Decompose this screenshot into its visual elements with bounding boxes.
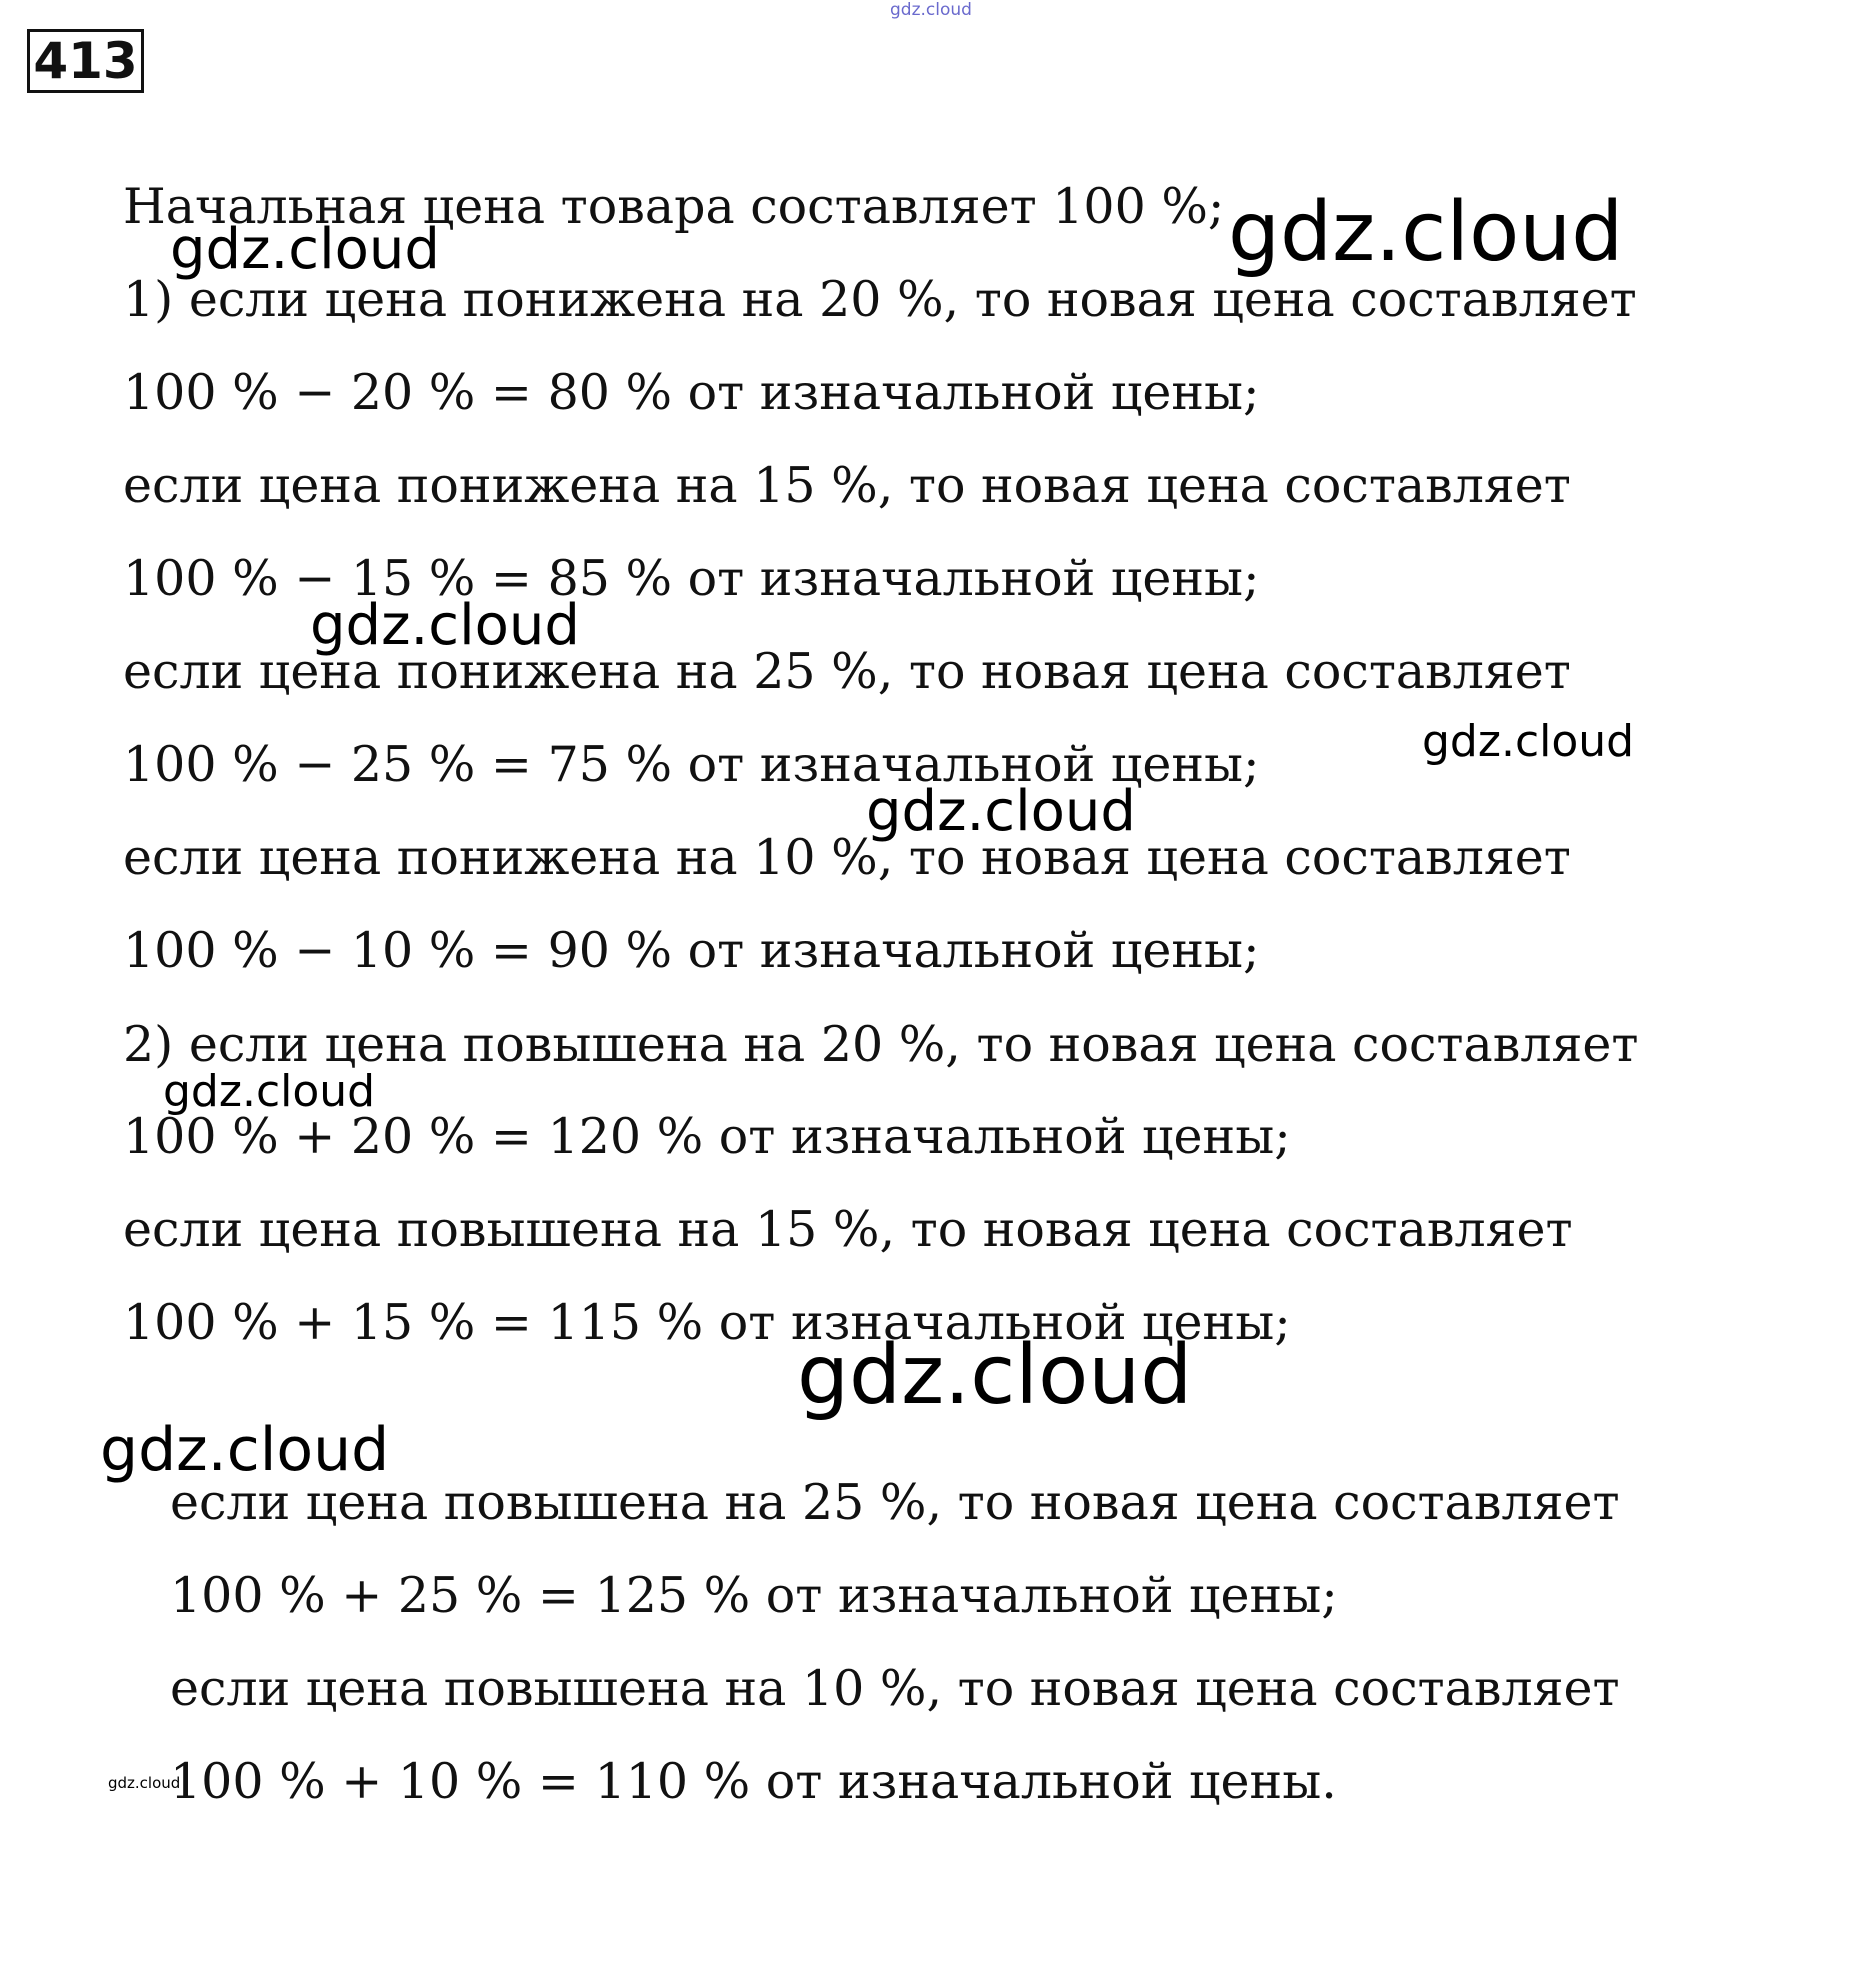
solution-line: 100 % − 20 % = 80 % от изначальной цены; [123, 364, 1260, 421]
solution-line: если цена понижена на 10 %, то новая цена составляет [123, 829, 1571, 886]
solution-line: 100 % − 10 % = 90 % от изначальной цены; [123, 922, 1260, 979]
solution-line: 100 % + 15 % = 115 % от изначальной цены; [123, 1294, 1291, 1351]
problem-number: 413 [27, 29, 144, 93]
solution-line: если цена понижена на 25 %, то новая цена составляет [123, 643, 1571, 700]
solution-line: 2) если цена повышена на 20 %, то новая цена составляет [123, 1016, 1639, 1073]
solution-line: 100 % − 15 % = 85 % от изначальной цены; [123, 550, 1260, 607]
solution-line: 1) если цена понижена на 20 %, то новая цена составляет [123, 271, 1637, 328]
watermark: gdz.cloud [310, 593, 580, 658]
solution-line: если цена повышена на 10 %, то новая цена составляет [170, 1660, 1620, 1717]
watermark: gdz.cloud [866, 779, 1136, 844]
solution-line: 100 % + 20 % = 120 % от изначальной цены; [123, 1108, 1291, 1165]
solution-line: 100 % − 25 % = 75 % от изначальной цены; [123, 736, 1260, 793]
watermark: gdz.cloud [163, 1066, 376, 1117]
solution-line: 100 % + 25 % = 125 % от изначальной цены; [170, 1567, 1338, 1624]
watermark: gdz.cloud [100, 1415, 390, 1485]
watermark: gdz.cloud [1422, 716, 1635, 767]
solution-line: Начальная цена товара составляет 100 %; [123, 178, 1225, 235]
watermark: gdz.cloud [890, 0, 972, 20]
solution-line: если цена понижена на 15 %, то новая цена составляет [123, 457, 1571, 514]
watermark: gdz.cloud [108, 1774, 181, 1792]
solution-line: если цена повышена на 15 %, то новая цена составляет [123, 1201, 1573, 1258]
watermark: gdz.cloud [1228, 185, 1624, 280]
watermark: gdz.cloud [170, 217, 440, 282]
solution-line: если цена повышена на 25 %, то новая цена составляет [170, 1474, 1620, 1531]
watermark: gdz.cloud [797, 1328, 1193, 1423]
solution-line: 100 % + 10 % = 110 % от изначальной цены. [170, 1753, 1337, 1810]
